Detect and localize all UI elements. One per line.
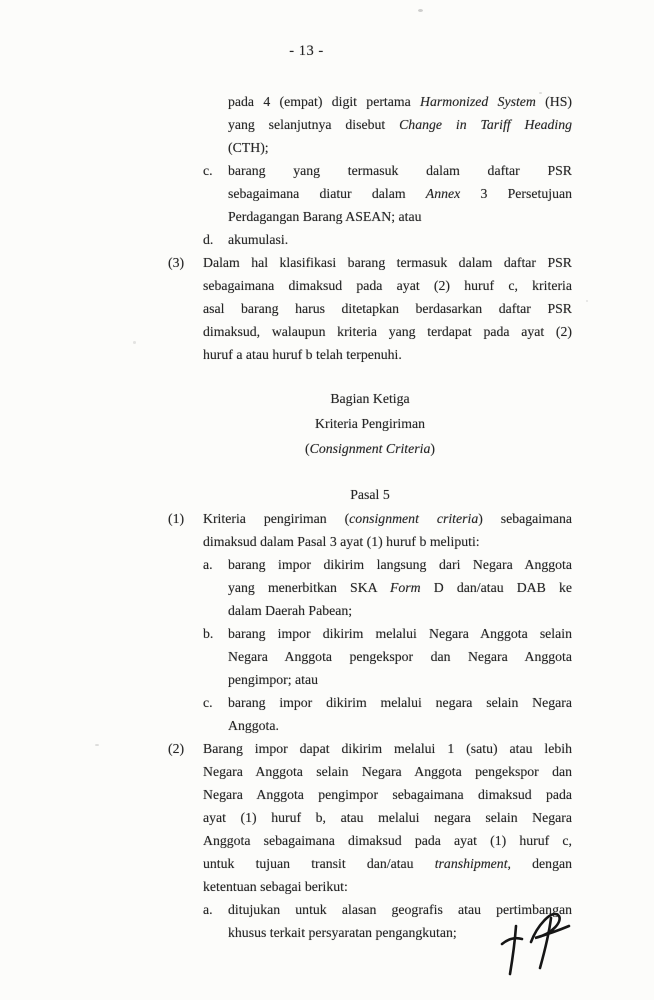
scan-speck	[586, 300, 588, 302]
text-segment: Negara Anggota pengekspor dan Negara Anggota	[228, 649, 572, 664]
text-segment: , dengan	[507, 856, 572, 871]
text-line	[203, 251, 572, 274]
heading-line	[168, 436, 572, 461]
scan-speck	[539, 92, 542, 94]
article-heading	[168, 482, 572, 507]
text-line	[228, 90, 572, 113]
scan-speck	[418, 9, 423, 12]
text-line	[203, 297, 572, 320]
text-segment: Kriteria Pengiriman	[315, 416, 425, 431]
heading-line	[168, 386, 572, 411]
list-marker: b.	[203, 626, 214, 641]
text-line	[203, 320, 572, 343]
text-line	[228, 136, 572, 159]
lettered-item	[168, 159, 572, 228]
text-line	[228, 714, 572, 737]
text-line	[203, 875, 572, 898]
text-segment: Kriteria pengiriman (	[203, 511, 350, 526]
list-marker: (2)	[168, 741, 185, 756]
lettered-item	[168, 228, 572, 251]
text-segment: Bagian Ketiga	[330, 391, 410, 406]
handwritten-initials-annotation	[495, 898, 579, 990]
text-segment: ) sebagaimana	[478, 511, 572, 526]
italic-text-segment: transhipment	[434, 856, 508, 871]
italic-text-segment: consignment criteria	[349, 511, 479, 526]
text-line	[228, 691, 572, 714]
text-line	[228, 668, 572, 691]
list-marker: (1)	[168, 511, 185, 526]
text-segment: barang yang termasuk dalam daftar PSR	[228, 163, 572, 178]
scan-speck	[133, 341, 136, 344]
text-segment: sebagaimana dimaksud pada ayat (2) huruf c, kriteria	[203, 278, 572, 293]
paragraph-text	[228, 159, 572, 228]
text-segment: Barang impor dapat dikirim melalui 1 (satu) atau lebih	[203, 741, 572, 756]
text-segment: Negara Anggota selain Negara Anggota pengekspor dan	[203, 764, 572, 779]
text-line	[203, 806, 572, 829]
text-segment: (HS)	[535, 94, 572, 109]
text-segment: ditujukan untuk alasan geografis atau pertimbangan	[228, 902, 572, 917]
paragraph-text	[228, 622, 572, 691]
text-segment: Negara Anggota pengimpor sebagaimana dimaksud pada	[203, 787, 572, 802]
text-segment: 3 Persetujuan	[460, 186, 572, 201]
initial-stroke	[540, 918, 551, 968]
italic-text-segment: Consignment Criteria	[309, 441, 431, 456]
page-number: - 13 -	[289, 43, 324, 59]
text-segment: ketentuan sebagai berikut:	[203, 879, 348, 894]
text-segment: dimaksud dalam Pasal 3 ayat (1) huruf b meliputi:	[203, 534, 480, 549]
heading-line	[168, 482, 572, 507]
text-segment: sebagaimana diatur dalam	[228, 186, 426, 201]
text-segment: Anggota sebagaimana dimaksud pada ayat (1) huruf c,	[203, 833, 572, 848]
list-marker: (3)	[168, 255, 185, 270]
text-segment: yang selanjutnya disebut	[228, 117, 400, 132]
text-segment: (	[305, 441, 310, 456]
text-line	[203, 507, 572, 530]
text-line	[203, 274, 572, 297]
text-line	[228, 576, 572, 599]
text-line	[203, 852, 572, 875]
list-marker: a.	[203, 557, 213, 572]
text-segment: Pasal 5	[350, 487, 390, 502]
text-segment: dalam Daerah Pabean;	[228, 603, 353, 618]
text-segment: yang menerbitkan SKA	[228, 580, 390, 595]
heading-line	[168, 411, 572, 436]
text-segment: asal barang harus ditetapkan berdasarkan daftar PSR	[203, 301, 572, 316]
paragraph-text	[228, 228, 572, 251]
list-marker: a.	[203, 902, 213, 917]
lettered-item	[168, 691, 572, 737]
text-line	[228, 205, 572, 228]
text-segment: )	[430, 441, 435, 456]
numbered-item	[168, 251, 572, 366]
text-segment: khusus terkait persyaratan pengangkutan;	[228, 925, 457, 940]
paragraph-text	[228, 90, 572, 159]
paragraph-text	[203, 251, 572, 366]
initial-stroke	[510, 926, 516, 974]
section-heading	[168, 386, 572, 461]
text-line	[228, 228, 572, 251]
list-marker: d.	[203, 232, 214, 247]
paragraph-text	[228, 691, 572, 737]
italic-text-segment: Form	[389, 580, 421, 595]
text-segment: barang impor dikirim langsung dari Negara Anggota	[228, 557, 572, 572]
text-segment: dimaksud, walaupun kriteria yang terdapat pada ayat (2)	[203, 324, 572, 339]
list-marker: c.	[203, 163, 213, 178]
continued-paragraph	[168, 90, 572, 159]
scan-speck	[95, 744, 99, 746]
text-line	[228, 182, 572, 205]
italic-text-segment: Annex	[425, 186, 461, 201]
numbered-item	[168, 507, 572, 553]
text-line	[203, 783, 572, 806]
numbered-item	[168, 737, 572, 898]
text-segment: Anggota.	[228, 718, 279, 733]
italic-text-segment: Change in Tariff Heading	[399, 117, 572, 132]
list-marker: c.	[203, 695, 213, 710]
text-segment: ayat (1) huruf b, atau melalui negara selain Negara	[203, 810, 572, 825]
text-line	[228, 553, 572, 576]
text-line	[228, 645, 572, 668]
text-segment: untuk tujuan transit dan/atau	[203, 856, 435, 871]
text-segment: Perdagangan Barang ASEAN; atau	[228, 209, 422, 224]
text-segment: akumulasi.	[228, 232, 289, 247]
text-segment: D dan/atau DAB ke	[420, 580, 572, 595]
text-line	[228, 159, 572, 182]
text-line	[203, 343, 572, 366]
text-line	[228, 622, 572, 645]
text-line	[203, 530, 572, 553]
text-segment: pengimpor; atau	[228, 672, 319, 687]
text-segment: barang impor dikirim melalui Negara Anggota selain	[228, 626, 572, 641]
text-line	[203, 737, 572, 760]
lettered-item	[168, 553, 572, 622]
text-segment: (CTH);	[228, 140, 269, 155]
initial-stroke	[502, 938, 522, 944]
text-segment: pada 4 (empat) digit pertama	[228, 94, 421, 109]
text-line	[203, 760, 572, 783]
text-line	[228, 599, 572, 622]
paragraph-text	[203, 737, 572, 898]
text-segment: barang impor dikirim melalui negara selain Negara	[228, 695, 572, 710]
italic-text-segment: Harmonized System	[420, 94, 536, 109]
text-segment: Dalam hal klasifikasi barang termasuk dalam daftar PSR	[203, 255, 572, 270]
paragraph-text	[228, 553, 572, 622]
text-line	[228, 113, 572, 136]
text-line	[203, 829, 572, 852]
document-body	[168, 90, 572, 944]
lettered-item	[168, 622, 572, 691]
text-segment: huruf a atau huruf b telah terpenuhi.	[203, 347, 402, 362]
paragraph-text	[203, 507, 572, 553]
